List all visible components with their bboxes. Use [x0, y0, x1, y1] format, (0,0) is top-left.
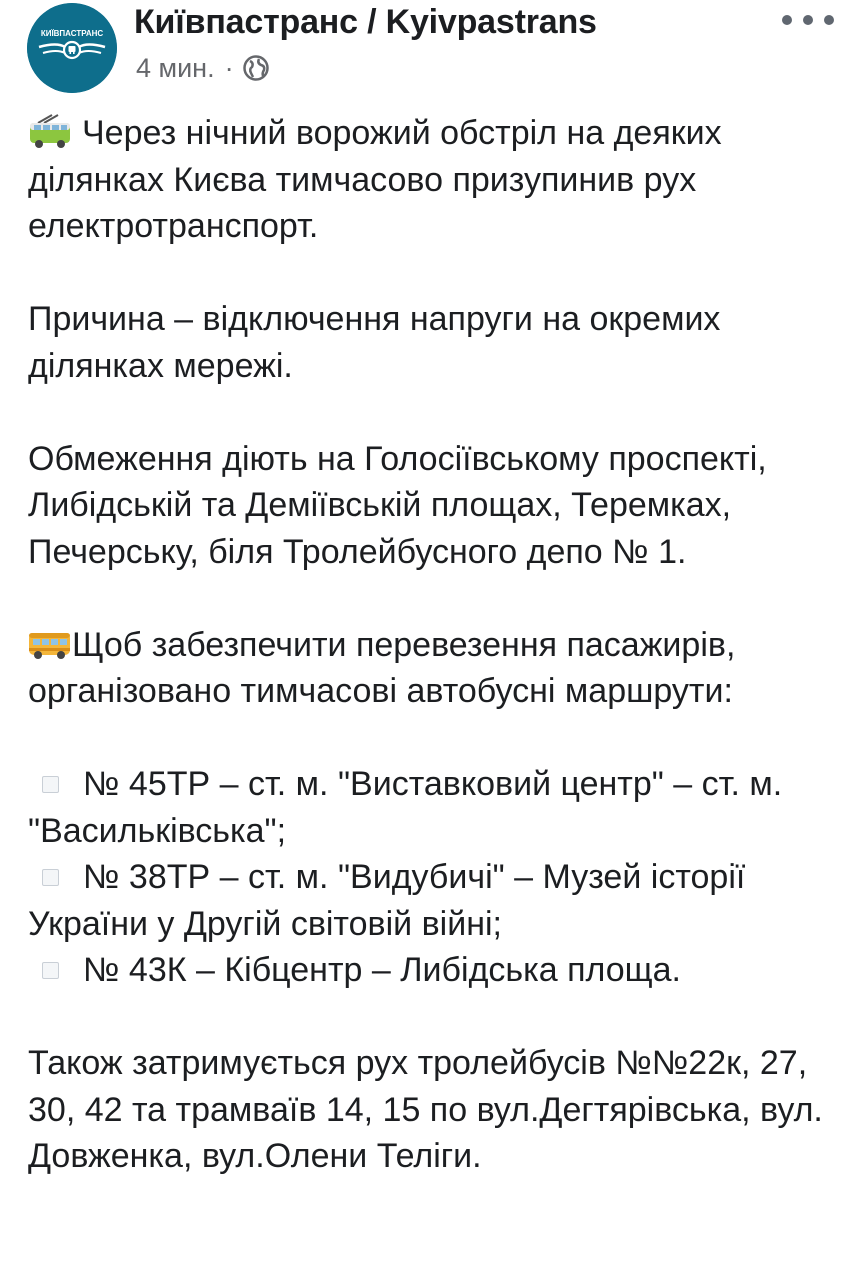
- more-dot: [803, 15, 813, 25]
- globe-icon: [242, 54, 270, 82]
- white-square-bullet-icon: [42, 962, 59, 979]
- more-options-icon[interactable]: [782, 6, 834, 34]
- kyivpastrans-logo: [27, 3, 117, 93]
- list-item: [28, 854, 834, 947]
- bus-emoji-icon: [28, 626, 72, 662]
- meta-separator: ·: [224, 52, 234, 83]
- more-dot: [782, 15, 792, 25]
- post-body: [28, 110, 834, 1180]
- routes-list: [28, 761, 834, 994]
- page-name-link[interactable]: Київпастранс / Kyivpastrans: [134, 3, 597, 41]
- intro-text: Через нічний ворожий обстріл на деяких ділянках Києва тимчасово призупинив рух електротранспорт.: [28, 114, 722, 245]
- white-square-bullet-icon: [42, 869, 59, 886]
- more-dot: [824, 15, 834, 25]
- post-paragraph-reason: Причина – відключення напруги на окремих ділянках мережі.: [28, 300, 721, 385]
- route-text: № 38ТР – ст. м. "Видубичі" – Музей історії України у Другій світовій війні;: [28, 858, 746, 943]
- route-text: № 45ТР – ст. м. "Виставковий центр" – ст. м. "Васильківська";: [28, 765, 783, 850]
- avatar-logo-text: КИЇВПАСТРАНС: [40, 29, 104, 38]
- buses-intro-text: Щоб забезпечити перевезення пасажирів, організовано тимчасові автобусні маршрути:: [28, 625, 736, 710]
- trolleybus-emoji-icon: [28, 114, 72, 150]
- post-paragraph-delays: Також затримується рух тролейбусів №№22к, 27, 30, 42 та трамваїв 14, 15 по вул.Дегтярівська, вул. Довженка, вул.Олени Теліги.: [28, 1044, 823, 1175]
- post-timestamp[interactable]: 4 мин.: [136, 52, 215, 83]
- post-paragraph-restrictions: Обмеження діють на Голосіївському проспекті, Либідській та Деміївській площах, Теремках, Печерську, біля Тролейбусного депо № 1.: [28, 439, 767, 571]
- list-item: [28, 947, 834, 994]
- list-item: [28, 761, 834, 854]
- post-paragraph-buses: [28, 622, 834, 715]
- post-meta: [136, 50, 270, 86]
- page-avatar[interactable]: [27, 3, 117, 93]
- post-header: [0, 0, 852, 110]
- route-text: № 43К – Кібцентр – Либідська площа.: [83, 951, 681, 989]
- post-paragraph-intro: [28, 110, 834, 250]
- white-square-bullet-icon: [42, 776, 59, 793]
